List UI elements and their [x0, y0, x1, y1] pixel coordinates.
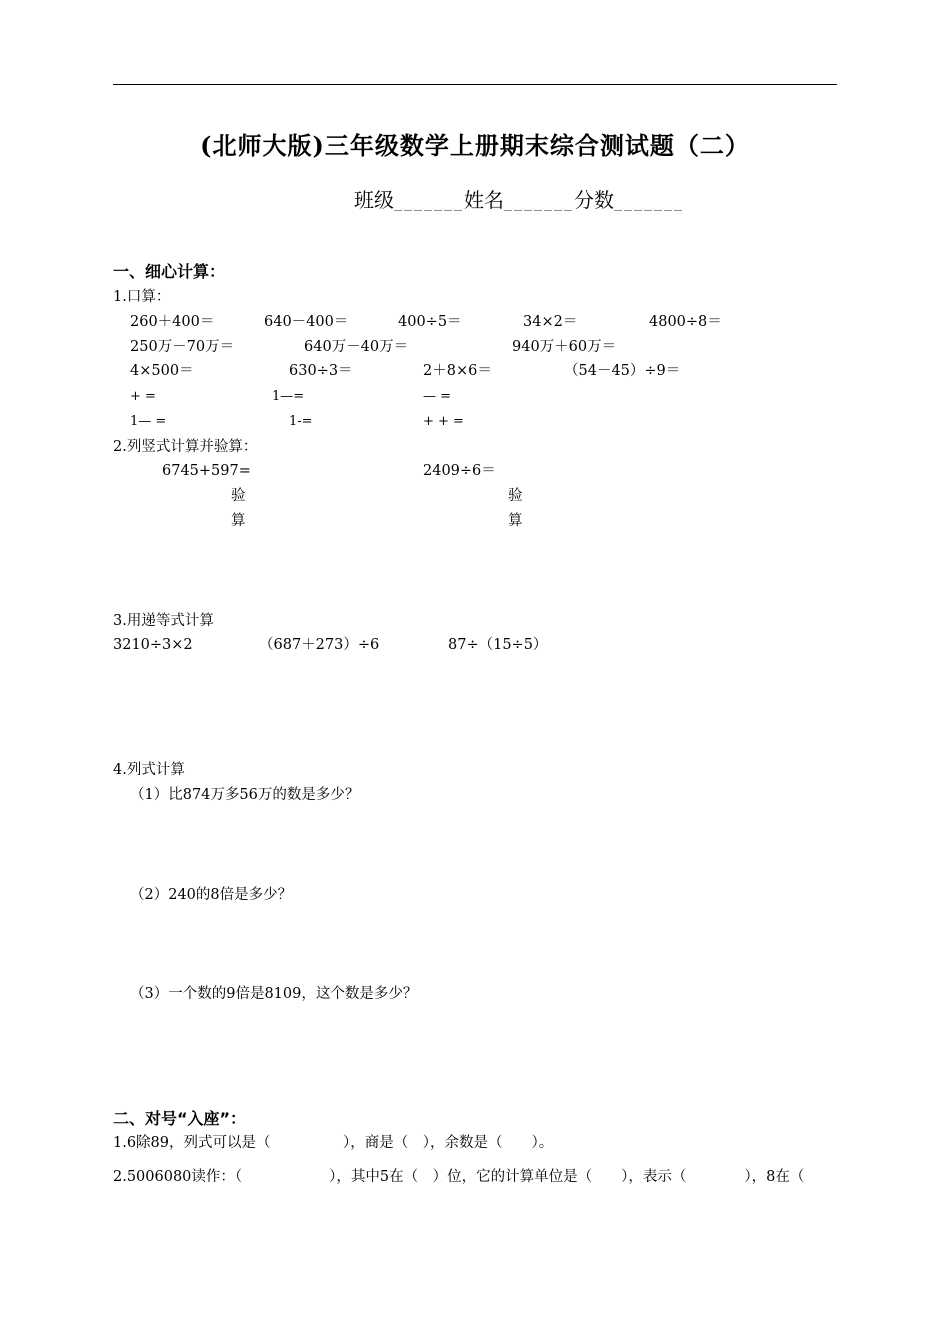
- vertical-calc-expr: 6745+597=: [162, 463, 251, 479]
- mental-calc-item: 4800÷8＝: [649, 314, 722, 330]
- check-label: 算: [508, 513, 523, 529]
- mental-calc-item: 260＋400＝: [130, 314, 215, 330]
- page-title: (北师大版)三年级数学上册期末综合测试题（二）: [200, 131, 750, 160]
- name-label: 姓名: [464, 188, 504, 212]
- class-blank: _______: [394, 192, 464, 211]
- fraction-calc-item: 1-=: [289, 414, 313, 429]
- student-info-line: [354, 186, 684, 216]
- q4-label: 4.列式计算: [113, 762, 185, 778]
- mental-calc-item: 34×2＝: [523, 314, 578, 330]
- word-problem: （3）一个数的9倍是8109，这个数是多少？: [130, 986, 418, 1002]
- fraction-calc-item: — =: [423, 389, 452, 404]
- fill-blank-question: 2.5006080读作：（ ），其中5在（ ）位，它的计算单位是（ ），表示（ ），8在（: [113, 1169, 805, 1185]
- fill-blank-question: 1.6除89，列式可以是（ ），商是（ ），余数是（ ）。: [113, 1135, 554, 1151]
- name-blank: _______: [504, 192, 574, 211]
- mental-calc-item: 640－400＝: [264, 314, 349, 330]
- top-rule: [113, 84, 837, 85]
- vertical-calc-expr: 2409÷6＝: [423, 463, 496, 479]
- step-calc-expr: （687＋273）÷6: [259, 637, 380, 653]
- mental-calc-item: 4×500＝: [130, 363, 194, 379]
- fraction-calc-item: 1— =: [130, 414, 167, 429]
- fraction-calc-item: + + =: [423, 414, 464, 429]
- mental-calc-item: （54－45）÷9＝: [564, 363, 681, 379]
- check-label: 验: [231, 488, 246, 504]
- section2-heading: 二、对号“入座”：: [113, 1109, 247, 1128]
- step-calc-expr: 3210÷3×2: [113, 637, 193, 653]
- step-calc-expr: 87÷（15÷5）: [448, 637, 548, 653]
- score-label: 分数: [574, 188, 614, 212]
- fraction-calc-item: + =: [130, 389, 156, 404]
- word-problem: （1）比874万多56万的数是多少？: [130, 787, 360, 803]
- check-label: 验: [508, 488, 523, 504]
- q2-label: 2.列竖式计算并验算：: [113, 439, 258, 455]
- fill-blank-clip: [113, 1165, 837, 1189]
- class-label: 班级: [354, 188, 394, 212]
- mental-calc-item: 400÷5＝: [398, 314, 462, 330]
- mental-calc-item: 2＋8×6＝: [423, 363, 492, 379]
- score-blank: _______: [614, 192, 684, 211]
- fraction-calc-item: 1—=: [272, 389, 305, 404]
- mental-calc-item: 940万＋60万＝: [512, 339, 617, 355]
- mental-calc-item: 250万－70万＝: [130, 339, 235, 355]
- mental-calc-item: 630÷3＝: [289, 363, 353, 379]
- q3-label: 3.用递等式计算: [113, 613, 214, 629]
- section1-heading: 一、细心计算：: [113, 262, 226, 281]
- q1-label: 1.口算：: [113, 289, 171, 305]
- word-problem: （2）240的8倍是多少？: [130, 887, 293, 903]
- mental-calc-item: 640万－40万＝: [304, 339, 409, 355]
- check-label: 算: [231, 513, 246, 529]
